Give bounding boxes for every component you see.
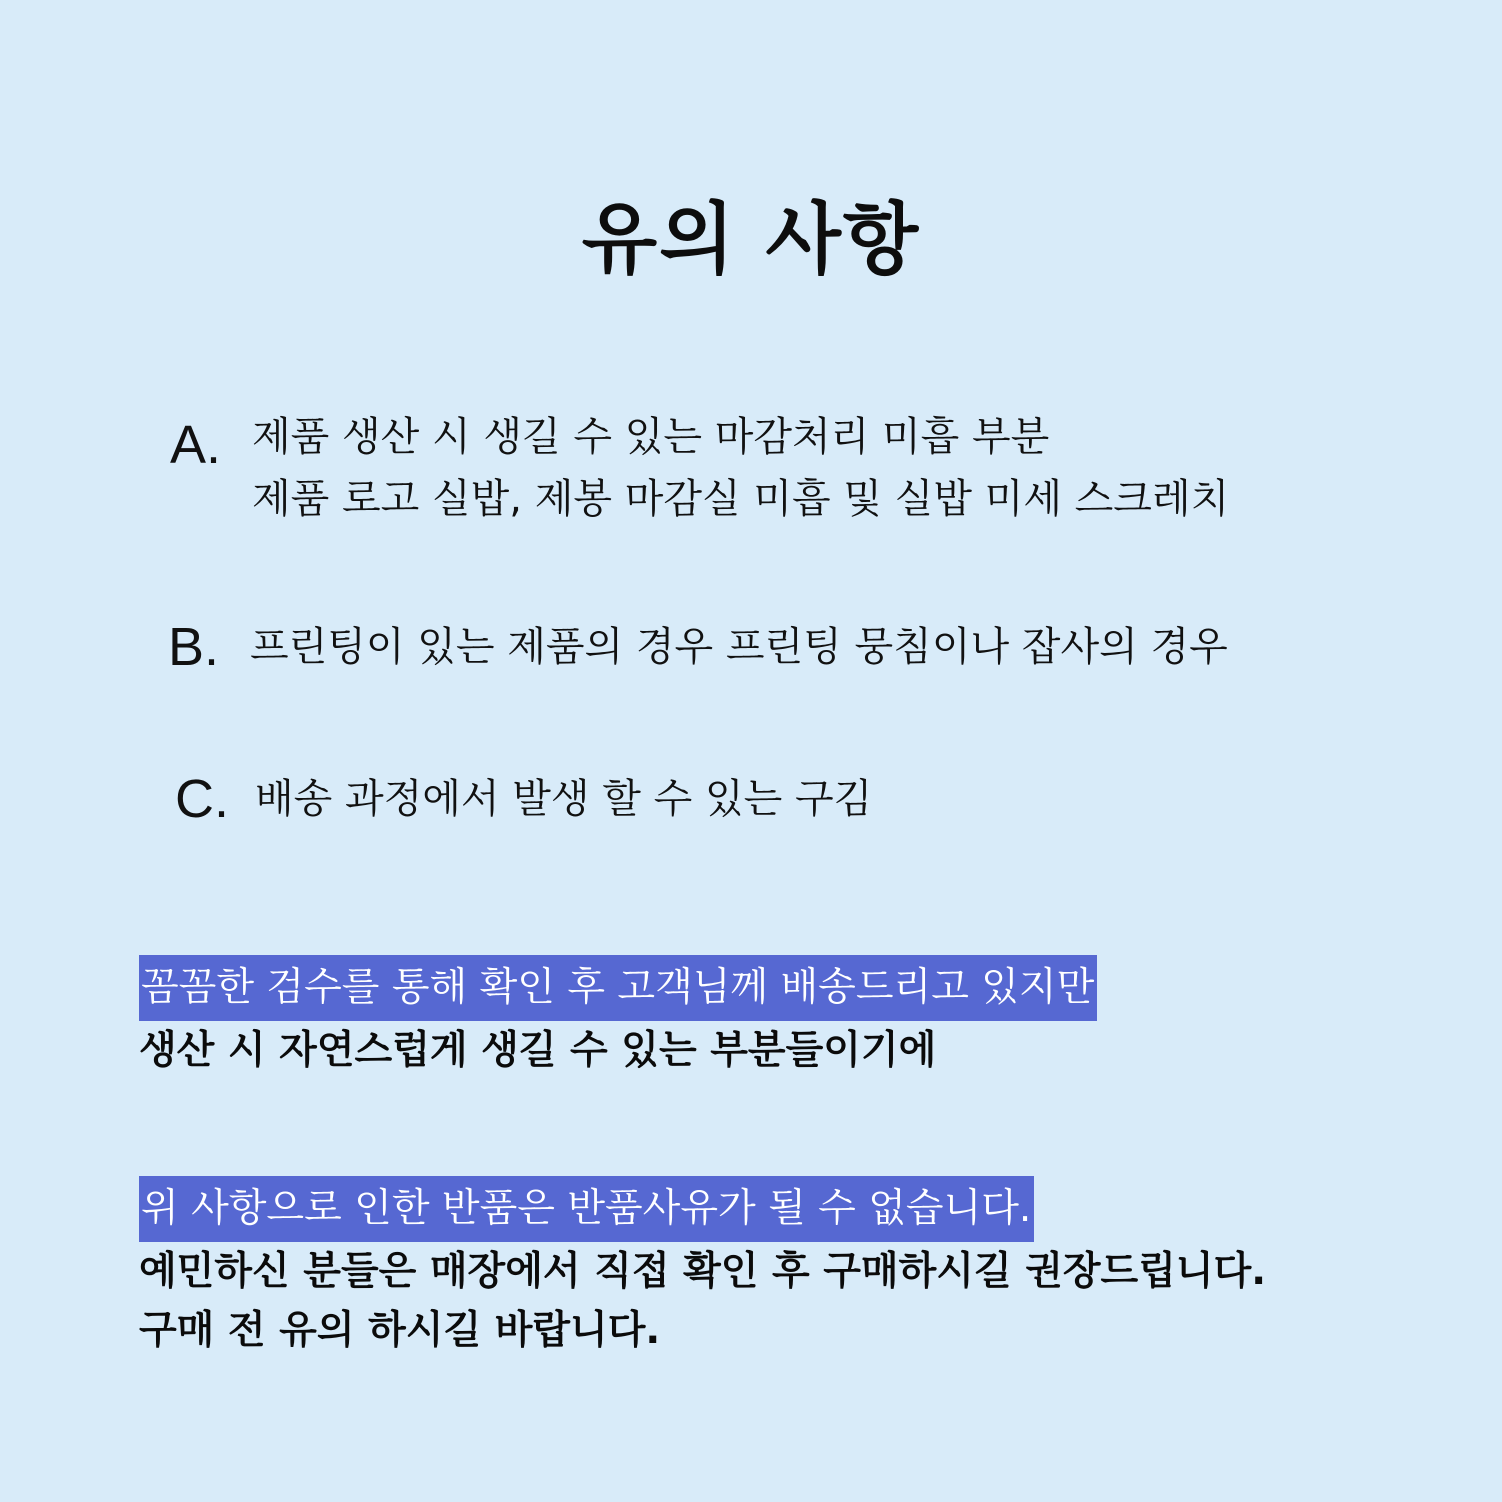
item-text-a xyxy=(252,406,1229,530)
bold-text-line: 예민하신 분들은 매장에서 직접 확인 후 구매하시길 권장드립니다. xyxy=(139,1249,1267,1294)
item-a-line-2: 제품 로고 실밥, 제봉 마감실 미흡 및 실밥 미세 스크레치 xyxy=(252,476,1230,522)
item-marker-b: B. xyxy=(168,617,220,677)
bold-text-line: 생산 시 자연스럽게 생길 수 있는 부분들이기에 xyxy=(139,1028,937,1073)
return-notice xyxy=(139,1176,1266,1360)
highlighted-text: 위 사항으로 인한 반품은 반품사유가 될 수 없습니다. xyxy=(139,1176,1034,1242)
item-a-line-1: 제품 생산 시 생길 수 있는 마감처리 미흡 부분 xyxy=(252,414,1050,460)
inspection-notice xyxy=(139,955,1097,1080)
item-text-b xyxy=(250,616,1228,678)
page-title: 유의 사항 xyxy=(581,195,921,285)
item-b-line-1: 프린팅이 있는 제품의 경우 프린팅 뭉침이나 잡사의 경우 xyxy=(250,624,1228,670)
highlighted-text: 꼼꼼한 검수를 통해 확인 후 고객님께 배송드리고 있지만 xyxy=(139,955,1097,1021)
item-c-line-1: 배송 과정에서 발생 할 수 있는 구김 xyxy=(255,776,873,822)
bold-text-line: 구매 전 유의 하시길 바랍니다. xyxy=(139,1308,661,1353)
item-text-c xyxy=(255,768,872,830)
item-marker-a: A. xyxy=(170,415,222,475)
notice-item-b xyxy=(168,616,1228,678)
notice-item-a xyxy=(170,406,1229,530)
notice-item-c xyxy=(175,768,872,830)
item-marker-c: C. xyxy=(175,769,229,829)
